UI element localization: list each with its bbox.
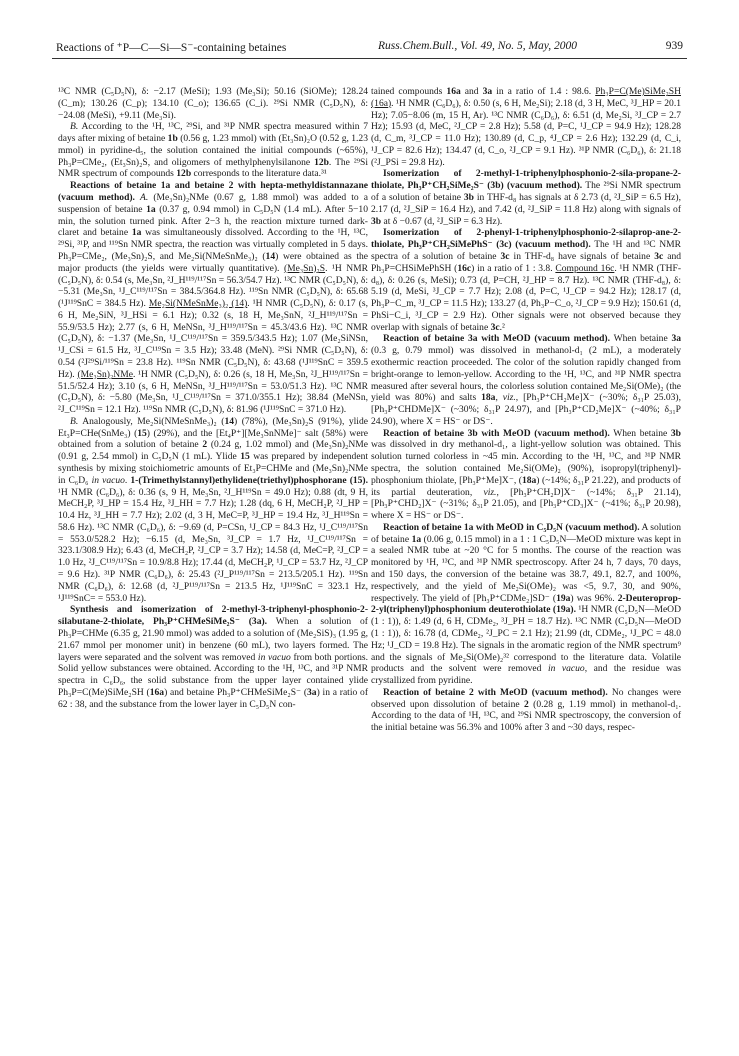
- text-run: 19a: [556, 592, 571, 604]
- text-run: ¹H NMR (C₅D₅N—MeOD (1 : 1)), δ: 1.49 (d, 6 H, CDMe₂, ³J_PH = 18.7 Hz). ¹³C NMR (C₅D₅N—MeOD (1 : 1)), δ: 16.78 (d, CDMe₂, ²J_PC = 2.1 Hz); 21.99 (dt, CDMe₂, ¹J_PC = 48.0 Hz; ¹J_CD = 19.8 Hz). The signals in the aromatic region of the NMR spectrum⁹ and the signals of Me₂Si(OMe)₂³² correspond to the literature data. Volatile products and the solvent were removed: [371, 604, 681, 675]
- text-run: . ¹H NMR (C₅D₅N), δ: 0.26 (s, 18 H, Me₃Sn, ²J_H¹¹⁹/¹¹⁷Sn = 51.5/52.4 Hz); 3.10 (s, 6 H, MeNSn, ³J_H¹¹⁹/¹¹⁷Sn = 53.0/51.3 Hz). ¹³C NMR (C₅D₅N), δ: −5.80 (Me₃Sn, ¹J_C¹¹⁹/¹¹⁷Sn = 371.0/355.1 Hz); 38.84 (MeNSn, ²J_C¹¹⁹Sn = 12.1 Hz). ¹¹⁹Sn NMR (C₅D₅N), δ: 81.96 (¹J¹¹⁹SnC = 371.0 Hz).: [58, 368, 368, 416]
- text-run: (0.28 g, 1.19 mmol) in methanol-d₁. According to the data of ¹H, ¹³C, and ²⁹Si NMR spectroscopy, the conversion of the initial betaine was 56.3% and 100% after 3 and ~30 days, respec-: [371, 698, 681, 734]
- text-run: 3b: [463, 192, 474, 204]
- text-run: Compound 16c: [555, 262, 615, 274]
- text-run: Reaction of betaine 3b with MeOD (vacuum method).: [383, 427, 610, 439]
- text-run: . ¹H NMR (C₅D₅N), δ: 0.17 (s, 6 H, Me₂SiN, ³J_HSi = 6.1 Hz); 0.32 (s, 18 H, Me₃SnN, ²J_H¹¹⁹/¹¹⁷Sn = 55.9/53.5 Hz); 2.77 (s, 6 H, MeNSn, ³J_H¹¹⁹/¹¹⁷Sn = 45.3/43.6 Hz). ¹³C NMR (C₅D₅N), δ: −1.37 (Me₃Sn, ¹J_C¹¹⁹/¹¹⁷Sn = 359.5/343.5 Hz); 1.07 (Me₂SiNSn, ¹J_CSi = 61.5 Hz, ³J_C¹¹⁹Sn = 3.5 Hz); 33.48 (MeN). ²⁹Si NMR (C₅D₅N), δ: 0.54 (²J²⁹Si/¹¹⁹Sn = 23.8 Hz). ¹¹⁹Sn NMR (C₅D₅N), δ: 43.68 (¹J¹¹⁹SnC = 359.5 Hz).: [58, 298, 368, 380]
- text-run: (0.24 g, 1.02 mmol) and (Me₃Sn)₂NMe (0.91 g, 2.54 mmol) in C₅D₅N (1 mL). Ylide: [58, 439, 368, 463]
- text-run: ¹³C NMR (C₅D₅N), δ: −2.17 (MeSi); 1.93 (Me₃Si); 50.16 (SiOMe); 128.24 (C_m); 130.26 (C_p); 134.10 (C_o); 136.65 (C_i). ²⁹Si NMR (C₅D₅N), δ: −24.08 (MeSi), +9.11 (Me₃Si).: [58, 86, 368, 121]
- text-run: 2: [523, 698, 529, 710]
- text-run: 3b: [371, 215, 382, 227]
- text-run: 18a: [521, 474, 537, 486]
- text-run: (Me₃Sn)₂NMe: [77, 368, 133, 380]
- text-run: from both portions. Solid yellow substances were obtained. According to the ¹H, ¹³C, and ³¹P NMR spectra in C₆D₆, the solid substance from the upper layer contained ylide Ph₃P=C(Me)SiMe₂SH (: [58, 651, 368, 698]
- text-run: 3a: [307, 686, 317, 698]
- text-run: ) were obtained as the major products (the yields were virtually quantitative).: [58, 250, 368, 274]
- text-run: 12b: [314, 156, 329, 168]
- text-run: A.: [140, 192, 149, 204]
- text-run: 2-Deuteroprop-2-yl(triphenyl)phosphonium deuterothiolate (19a).: [371, 592, 682, 616]
- text-run: Reactions of betaine 1a and betaine 2 with hepta-methyldistannazane (vacuum method).: [58, 180, 368, 204]
- text-run: When a solution of Ph₃P=CHMe (6.35 g, 21.90 mmol) was added to a solution of (Me₂SiS)₃ (1.95 g, 21.67 mmol per monomer unit) in benzene (60 mL), two layers formed. The layers were separated and the solvent was removed: [58, 616, 368, 663]
- text-run: 3b: [670, 427, 681, 439]
- left-column: [58, 86, 368, 710]
- text-run: 15: [240, 451, 250, 463]
- text-run: Ph₃P=C(Me)SiMe₂SH (16a): [371, 86, 681, 109]
- text-run: 16a: [446, 86, 461, 97]
- text-run: in vacuo: [257, 651, 291, 663]
- text-run: at δ −0.67 (d, ²J_SiP = 6.3 Hz).: [381, 215, 503, 227]
- text-run: .: [124, 474, 131, 486]
- text-run: When betaine: [610, 333, 672, 345]
- text-run: 16a: [149, 686, 165, 698]
- text-run: ) in a ratio of 62 : 38, and the substance from the lower layer in C₅D₅N con-: [58, 686, 368, 710]
- text-run: Reaction of betaine 3a with MeOD (vacuum method).: [383, 333, 610, 345]
- page-number: 939: [665, 40, 683, 52]
- text-run: 3a: [671, 333, 681, 345]
- text-run: 18a: [481, 392, 496, 404]
- text-run: According to the ¹H, ¹³C, ²⁹Si, and ³¹P NMR spectra measured within 7 days after mixing of betaine: [58, 121, 368, 145]
- text-run: (0.06 g, 0.15 mmol) in a 1 : 1 C₅D₅N—MeOD mixture was kept in a sealed NMR tube at ~20 °C for 5 months. The course of the reaction was monitored by ¹H, ¹³C, and ³¹P NMR spectroscopy. After 24 h, 7 days, 70 days, and 150 days, the conversion of the betaine was 38.7, 49.1, 82.7, and 100%, respectively, and the yield of Me₂Si(OMe)₂ was <5, 9.7, 30, and 90%, respectively. The yield of [Ph₃P⁺CDMe₂]SD⁻ (: [371, 533, 681, 604]
- paragraph: [58, 180, 368, 416]
- text-run: was simultaneously dissolved. According to the ¹H, ¹³C, ²⁹Si, ³¹P, and ¹¹⁹Sn NMR spectra, the reaction was virtually completed in 5 days. Ph₃P=CMe₂, (Me₃Sn)₂S, and Me₂Si(NMeSnMe₃)₂ (: [58, 227, 368, 262]
- text-run: Analogously, Me₂Si(NMeSnMe₃)₂ (: [78, 415, 225, 427]
- text-run: (0.56 g, 1.23 mmol) with (Et₃Sn)₂O (0.52 g, 1.23 mmol) in pyridine-d₅, the solution contained the initial compounds (~65%), Ph₃P=CMe₂, (Et₃Sn)₂S, and oligomers of methylphenylsilanone: [58, 133, 368, 168]
- text-run: in vacuo: [547, 663, 585, 675]
- text-run: Isomerization of 2-methyl-1-triphenylphosphonio-2-sila-propane-2-thiolate, Ph₃P⁺CH₂SiMe₂S⁻ (3b) (vacuum method).: [371, 168, 681, 192]
- text-run: was dissolved in dry methanol-d₁, a light-yellow solution was obtained. This solution turned colorless in ~45 min. According to the ¹H, ¹³C, and ³¹P NMR spectra, the solution contained Me₂Si(OMe)₂ (90%), isopropyl(triphenyl)-phosphonium thiolate, [Ph₃P⁺Me]X⁻, (: [371, 439, 681, 486]
- text-run: ) was 96%.: [570, 592, 618, 604]
- text-run: Synthesis and isomerization of 2-methyl-3-triphenyl-phosphonio-2-silabutane-2-thiolate, Ph₃P⁺CHMeSiMe₂S⁻ (3a).: [58, 604, 368, 628]
- paragraph: [371, 522, 681, 687]
- text-run: 14: [265, 250, 276, 262]
- text-run: (Me₃Sn)₂S: [283, 262, 326, 274]
- text-run: The ¹H and ¹³C NMR spectra of a solution of betaine: [371, 239, 681, 262]
- text-run: in THF-d₈ have signals of betaine: [509, 250, 655, 262]
- paragraph: [371, 333, 681, 427]
- text-run: 1-(Trimethylstannyl)ethylidene(triethyl)phosphorane (15).: [130, 474, 368, 486]
- text-run: 3a: [482, 86, 493, 97]
- text-run: . ¹H NMR (C₅D₅N), δ: 0.54 (s, Me₃Sn, ²J_H¹¹⁹/¹¹⁷Sn = 56.3/54.7 Hz). ¹³C NMR (C₅D₅N), δ: −5.31 (Me₃Sn, ¹J_C¹¹⁹/¹¹⁷Sn = 384.5/364.8 Hz). ¹¹⁹Sn NMR (C₅D₅N), δ: 65.68 (¹J¹¹⁹SnC = 384.5 Hz).: [58, 262, 369, 310]
- text-run: corresponds to the literature data.³¹: [191, 168, 327, 180]
- text-run: 12b: [176, 168, 192, 180]
- text-run: and: [460, 86, 483, 97]
- running-title: Reactions of ⁺P—C—Si—S⁻-containing betaines: [56, 42, 287, 54]
- text-run: 1a: [131, 227, 142, 239]
- paragraph: [371, 687, 681, 734]
- text-run: B.: [70, 415, 79, 427]
- text-run: viz.: [502, 392, 516, 404]
- text-run: tained compounds: [371, 86, 447, 97]
- text-run: ) (78%), (Me₃Sn)₂S (91%), ylide Et₃P=CHe(SnMe₃) (: [58, 415, 368, 439]
- text-run: .²: [499, 321, 505, 333]
- paragraph: [58, 86, 368, 121]
- text-run: 14: [224, 415, 234, 427]
- text-run: , [Ph₃P⁺CH₂Me]X⁻ (~30%; δ₃₁P 25.03), [Ph₃P⁺CHDMe]X⁻ (~30%; δ₃₁P 24.97), and [Ph₃P⁺CD₂Me]X⁻ (~40%; δ₃₁P 24.90), where X = HS⁻ or DS⁻.: [371, 392, 681, 427]
- text-run: (0.37 g, 0.94 mmol) in C₅D₅N (1.4 mL). After 5−10 min, the solution turned pink. After 2−3 h, the reaction mixture turned dark-claret and betaine: [58, 203, 368, 239]
- text-run: 15: [137, 427, 147, 439]
- text-run: ¹H NMR (C₆D₆), δ: 0.36 (s, 9 H, Me₃Sn, ²J_H¹¹⁹Sn = 49.0 Hz); 0.88 (dt, 9 H, MeCH₂P, ³J_HP = 15.4 Hz, ³J_HH = 7.7 Hz); 1.28 (dq, 6 H, MeCH₂P, ²J_HP = 10.4 Hz, ³J_HH = 7.7 Hz); 2.02 (d, 3 H, MeC=P, ³J_HP = 19.4 Hz, ³J_H¹¹⁹Sn = 58.6 Hz). ¹³C NMR (C₆D₆), δ: −9.69 (d, P=CSn, ¹J_CP = 84.3 Hz, ¹J_C¹¹⁹/¹¹⁷Sn = 553.0/528.2 Hz); −6.15 (d, Me₃Sn, ³J_CP = 1.7 Hz, ¹J_C¹¹⁹/¹¹⁷Sn = 323.1/308.9 Hz); 6.43 (d, MeCH₂P, ²J_CP = 3.7 Hz); 14.58 (d, MeC=P, ²J_CP = 1.0 Hz, ²J_C¹¹⁹/¹¹⁷Sn = 10.9/8.8 Hz); 17.44 (d, MeCH₂P, ¹J_CP = 53.7 Hz, ²J_CP = 9.6 Hz). ³¹P NMR (C₆D₆), δ: 25.43 (²J_P¹¹⁹/¹¹⁷Sn = 213.5/205.1 Hz). ¹¹⁹Sn NMR (C₆D₆), δ: 12.68 (d, ²J_P¹¹⁹/¹¹⁷Sn = 213.5 Hz, ¹J¹¹⁹SnC = 323.1 Hz, ¹J¹¹⁹SnC= = 553.0 Hz).: [58, 486, 368, 604]
- text-run: , [Ph₃P⁺CH₂D]X⁻ (~14%; δ₃₁P 21.14), [Ph₃P⁺CHD₂]X⁻ (~31%; δ₃₁P 21.05), and [Ph₃P⁺CD₃]X⁻ (~41%; δ₃₁P 20.98), where X = HS⁻ or DS⁻.: [371, 486, 681, 522]
- paragraph: [371, 168, 681, 227]
- text-run: 3c: [500, 250, 510, 262]
- text-run: viz.: [483, 486, 497, 498]
- text-run: , and the residue was crystallized from pyridine.: [371, 663, 682, 687]
- text-run: 1a: [411, 533, 422, 545]
- text-run: . ¹H NMR (THF-d₈), δ: 0.26 (s, MeSi); 0.73 (d, P=CH, ²J_HP = 8.7 Hz). ¹³C NMR (THF-d₈), δ: 5.19 (d, MeSi, ³J_CP = 7.7 Hz); 2.08 (d, P=C, ¹J_CP = 94.2 Hz); 128.17 (d, Ph₃P−C_m, ³J_CP = 11.5 Hz); 133.27 (d, Ph₃P−C_o, ²J_CP = 9.9 Hz); 150.61 (d, PhSi−C_i, ³J_CP = 2.9 Hz). Other signals were not observed because they overlap with signals of betaine: [371, 262, 682, 333]
- text-run: Isomerization of 2-phenyl-1-triphenylphosphonio-2-silaprop-ane-2-thiolate, Ph₃P⁺CH₂SiMePhS⁻ (3c) (vacuum method).: [371, 227, 681, 251]
- text-run: ) (29%), and the [Et₄P⁺][Me₃SnNMe]⁻ salt (58%) were obtained from a solution of betaine: [58, 427, 368, 451]
- paragraph: [58, 121, 368, 180]
- text-run: Reaction of betaine 2 with MeOD (vacuum method).: [383, 686, 608, 698]
- text-run: (Me₃Sn)₂NMe (0.67 g, 1.88 mmol) was added to a suspension of betaine: [58, 192, 368, 215]
- journal-citation: Russ.Chem.Bull., Vol. 49, No. 5, May, 2000: [378, 40, 578, 52]
- paragraph: [371, 86, 681, 168]
- running-header: [52, 36, 687, 59]
- text-run: 1a: [146, 203, 156, 215]
- text-run: 3c: [490, 321, 500, 333]
- text-run: ) and betaine Ph₃P⁺CHMeSiMe₂S⁻ (: [164, 686, 308, 698]
- text-run: ) in a ratio of 1 : 3.8.: [471, 262, 556, 274]
- text-run: 2: [202, 439, 208, 451]
- text-run: (0.3 g, 0.79 mmol) was dissolved in methanol-d₁ (2 mL), a moderately exothermic reaction proceeded. The color of the solution rapidly changed from bright-orange to lemon-yellow. According to the ¹H, ¹³C, and ³¹P NMR spectra measured after several hours, the colorless solution contained Me₂Si(OMe)₂ (the yield was 80%) and salts: [371, 345, 681, 404]
- text-run: ,: [495, 392, 503, 404]
- right-column: [371, 86, 681, 734]
- text-run: Reaction of betaine 1a with MeOD in C₅D₅N (vacuum method).: [383, 521, 640, 533]
- text-run: When betaine: [609, 427, 671, 439]
- text-run: . The ²⁹Si NMR spectrum of compounds: [58, 156, 369, 180]
- text-run: was prepared by independent synthesis by mixing stoichiometric amounts of Et₃P=CHMe and (Me₃Sn)₂NMe in C₆D₆: [58, 451, 368, 486]
- text-run: 3c: [654, 250, 664, 262]
- text-run: 1b: [167, 133, 178, 145]
- text-run: in THF-d₈ has signals at δ 2.73 (d, ²J_SiP = 6.5 Hz), 2.17 (d, ²J_SiP = 16.4 Hz), and 7.42 (d, ²J_SiP = 11.8 Hz) along with signals of: [371, 192, 681, 215]
- text-run: Me₂Si(NMeSnMe₃)₂ (14): [148, 298, 248, 310]
- text-run: B.: [70, 121, 79, 133]
- text-run: The ²⁹Si NMR spectrum of a solution of betaine: [371, 180, 681, 204]
- text-run: A solution of betaine: [371, 521, 681, 545]
- text-run: ) (~14%; δ₃₁P 21.22), and products of its partial deuteration,: [371, 474, 681, 498]
- text-run: . ¹H NMR (C₆D₆), δ: 0.50 (s, 6 H, Me₂Si); 2.18 (d, 3 H, MeC, ³J_HP = 20.1 Hz); 7.05−8.06 (m, 15 H, Ar). ¹³C NMR (C₆D₆), δ: 6.51 (d, Me₂Si, ³J_CP = 2.7 Hz); 15.93 (d, MeC, ²J_CP = 2.8 Hz); 5.58 (d, P=C, ¹J_CP = 94.9 Hz); 128.28 (d, C_m, ³J_CP = 11.0 Hz); 130.89 (d, C_p, ⁴J_CP = 2.6 Hz); 132.29 (d, C_i, ¹J_CP = 82.6 Hz); 134.47 (d, C_o, ²J_CP = 9.1 Hz). ³¹P NMR (C₆D₆), δ: 21.18 (²J_PSi = 29.8 Hz).: [371, 97, 681, 168]
- text-run: and Ph₃P=CHSiMePhSH (: [371, 250, 682, 274]
- text-run: 16c: [457, 262, 472, 274]
- paragraph: [371, 428, 681, 522]
- paragraph: [58, 604, 368, 710]
- paragraph: [58, 416, 368, 605]
- text-run: in vacuo: [91, 474, 125, 486]
- text-run: No changes were observed upon dissolution of betaine: [371, 686, 682, 710]
- paragraph: [371, 227, 681, 333]
- text-run: in a ratio of 1.4 : 98.6.: [492, 86, 596, 97]
